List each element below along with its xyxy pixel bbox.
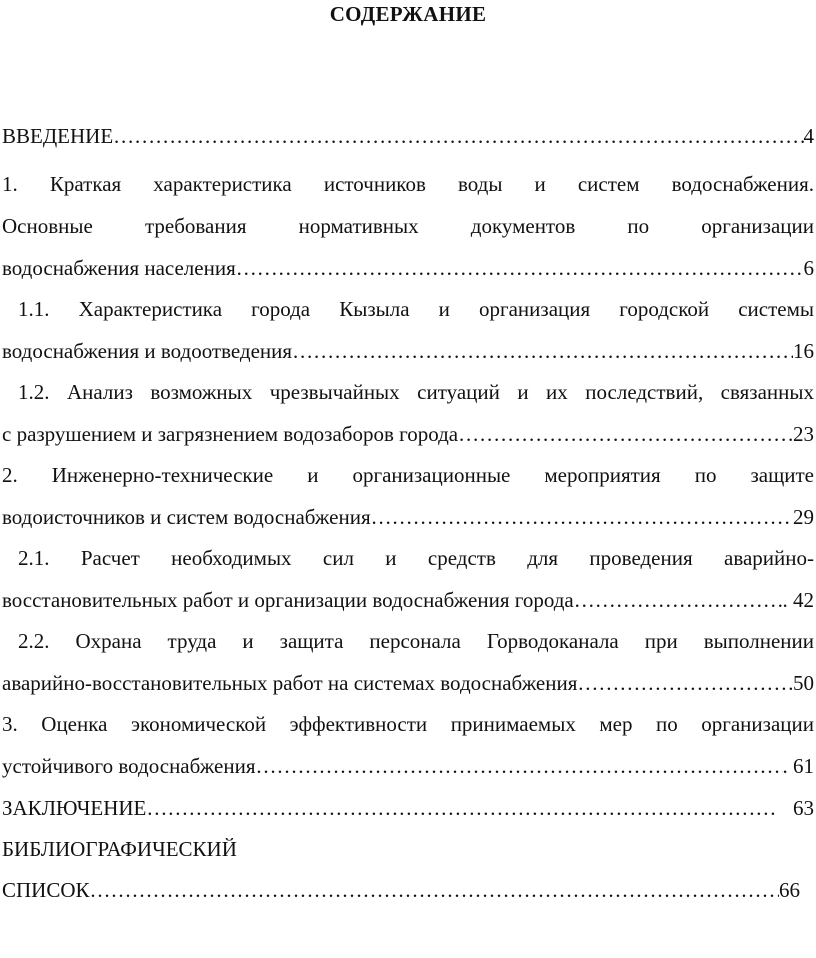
toc-leader-dots [577, 670, 793, 696]
toc-page-number: 50 [793, 671, 814, 695]
toc-page-number: 66 [779, 878, 800, 902]
toc-entry-bibliography-line-1: БИБЛИОГРАФИЧЕСКИЙ [2, 837, 237, 861]
toc-entry-text: ЗАКЛЮЧЕНИЕ [2, 796, 147, 820]
toc-entry-section-1-line-3 [2, 255, 814, 281]
toc-entry-text: устойчивого водоснабжения [2, 754, 256, 778]
toc-entry-section-2-line-1: 2. Инженерно-технические и организационные мероприятия по защите [2, 463, 814, 487]
toc-leader-dots [236, 255, 804, 281]
toc-entry-section-1-1-line-1: 1.1. Характеристика города Кызыла и организация городской системы [18, 297, 814, 321]
toc-entry-section-2-2-line-2 [2, 670, 814, 696]
toc-leader-dots [113, 123, 803, 149]
toc-leader-dots [255, 753, 782, 779]
toc-entry-section-1-2-line-1: 1.2. Анализ возможных чрезвычайных ситуаций и их последствий, связанных [18, 380, 814, 404]
toc-entry-text: ВВЕДЕНИЕ [2, 124, 114, 148]
toc-page-number: . 61 [782, 754, 814, 778]
toc-leader-dots [574, 587, 783, 613]
toc-entry-section-3-line-1: 3. Оценка экономической эффективности принимаемых мер по организации [2, 712, 814, 736]
toc-entry-introduction [2, 123, 814, 149]
toc-entry-conclusion [2, 795, 814, 821]
toc-entry-section-1-2-line-2 [2, 421, 814, 447]
toc-entry-section-3-line-2 [2, 753, 814, 779]
toc-entry-section-1-1-line-2 [2, 338, 814, 364]
toc-entry-text: восстановительных работ и организации водоснабжения города [2, 588, 574, 612]
toc-entry-section-1-line-2: Основные требования нормативных документов по организации [2, 214, 814, 238]
toc-entry-text: с разрушением и загрязнением водозаборов города [2, 422, 459, 446]
toc-entry-text: СПИСОК [2, 878, 90, 902]
toc-entry-section-1-line-1: 1. Краткая характеристика источников воды и систем водоснабжения. [2, 172, 814, 196]
toc-page-number: . 42 [782, 588, 814, 612]
toc-entry-bibliography-line-2 [2, 877, 800, 903]
toc-entry-text: аварийно-восстановительных работ на системах водоснабжения [2, 671, 578, 695]
toc-entry-section-2-line-2 [2, 504, 814, 530]
toc-leader-dots [292, 338, 793, 364]
toc-leader-dots [146, 795, 777, 821]
toc-entry-section-2-2-line-1: 2.2. Охрана труда и защита персонала Горводоканала при выполнении [18, 629, 814, 653]
toc-page-number: 4 [803, 124, 814, 148]
toc-entry-section-2-1-line-1: 2.1. Расчет необходимых сил и средств для проведения аварийно- [18, 546, 814, 570]
toc-entry-text: водоснабжения населения [2, 256, 236, 280]
toc-entry-text: водоснабжения и водоотведения [2, 339, 293, 363]
toc-leader-dots [458, 421, 793, 447]
toc-page-number: 6 [803, 256, 814, 280]
toc-leader-dots [371, 504, 793, 530]
toc-leader-dots [90, 877, 779, 903]
toc-page-number: 16 [793, 339, 814, 363]
page-title: СОДЕРЖАНИЕ [329, 2, 487, 26]
toc-page-number: 29 [793, 505, 814, 529]
toc-page-number: 23 [793, 422, 814, 446]
toc-entry-section-2-1-line-2 [2, 587, 814, 613]
toc-page-number: 63 [777, 796, 814, 820]
toc-entry-text: водоисточников и систем водоснабжения [2, 505, 371, 529]
